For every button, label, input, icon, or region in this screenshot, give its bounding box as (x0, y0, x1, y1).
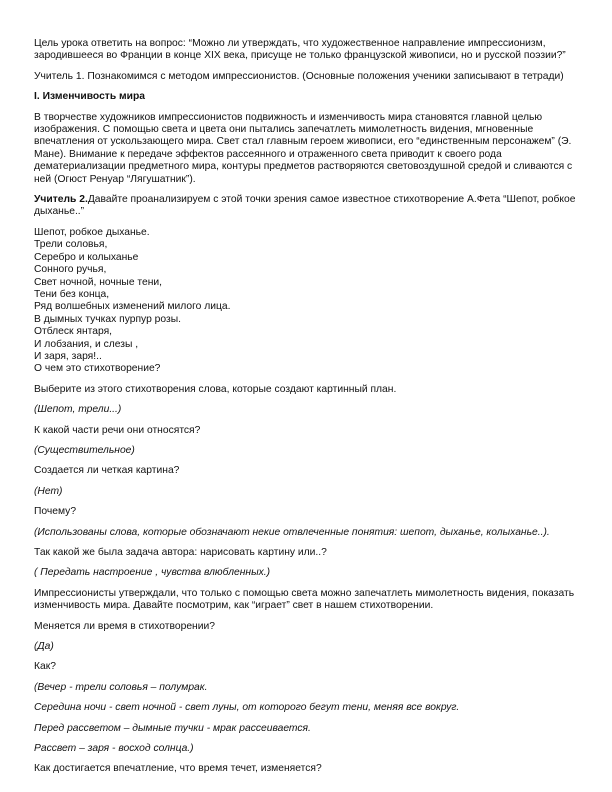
lesson-goal: Цель урока ответить на вопрос: “Можно ли утверждать, что художественное направление импрессионизм, зародившееся во Франции в конце XIX века, присуще не только французской живописи, но и русской поэзии?” (34, 38, 566, 62)
answer-line: (Шепот, трели...) (34, 404, 122, 416)
teacher2-text: Давайте проанализируем с этой точки зрения самое известное стихотворение А.Фета “Шепот, робкое дыханье..” (34, 194, 576, 218)
question-line: Меняется ли время в стихотворении? (34, 620, 215, 632)
teacher2-label: Учитель 2. (34, 194, 88, 206)
teacher2-paragraph (34, 194, 582, 219)
question-line: Почему? (34, 506, 77, 518)
answer-line: (Да) (34, 641, 54, 653)
answer-line: Середина ночи - свет ночной - свет луны, от которого бегут тени, меняя все вокруг. (34, 702, 460, 714)
poem-line: Свет ночной, ночные тени, (34, 276, 163, 288)
poem-line: Серебро и колыханье (34, 251, 139, 263)
question-line: Так какой же была задача автора: нарисовать картину или..? (34, 547, 327, 558)
poem-line: О чем это стихотворение? (34, 363, 161, 375)
poem-line: И заря, заря!.. (34, 350, 102, 362)
poem (34, 227, 582, 376)
section-heading: I. Изменчивость мира (34, 91, 145, 103)
poem-line: Отблеск янтаря, (34, 326, 113, 338)
question-line: Как достигается впечатление, что время течет, изменяется? (34, 763, 322, 775)
answer-line: (Существительное) (34, 444, 135, 456)
question-line: Импрессионисты утверждали, что только с помощью света можно запечатлеть мимолетность видения, показать изменчивость мира. Давайте посмотрим, как “играет” свет в нашем стихотворении. (34, 587, 575, 612)
teacher1-paragraph: Учитель 1. Познакомимся с методом импрессионистов. (Основные положения ученики записывают в тетради) (34, 70, 564, 82)
poem-line: Сонного ручья, (34, 264, 107, 276)
question-line: Выберите из этого стихотворения слова, которые создают картинный план. (34, 383, 397, 395)
answer-line: Перед рассветом – дымные тучки - мрак рассеивается. (34, 722, 311, 734)
answer-line: Рассвет – заря - восход солнца.) (34, 743, 194, 755)
question-line: К какой части речи они относятся? (34, 424, 201, 436)
poem-line: Ряд волшебных изменений милого лица. (34, 301, 231, 313)
poem-line: Трели соловья, (34, 239, 108, 251)
poem-line: Шепот, робкое дыханье. (34, 226, 150, 238)
question-line: Создается ли четкая картина? (34, 465, 180, 477)
answer-line: (Использованы слова, которые обозначают некие отвлеченные понятия: шепот, дыханье, колыханье..). (34, 526, 550, 538)
poem-line: В дымных тучках пурпур розы. (34, 313, 181, 325)
poem-line: Тени без конца, (34, 288, 110, 300)
answer-line: (Нет) (34, 485, 63, 497)
poem-line: И лобзания, и слезы , (34, 338, 139, 350)
question-line: Как? (34, 661, 56, 673)
section-body: В творчестве художников импрессионистов подвижность и изменчивость мира становятся главной целью изображения. С помощью света и цвета они пытались запечатлеть мимолетность видения, мгновенные впечатления от ускользающего мира. Свет стал главным героем живописи, его “единственным персонажем” (Э. Мане). Внимание к передаче эффектов рассеянного и отраженного света приводит к своего рода дематериализации предметного мира, контуры предметов растворяются световоздушной средой и сливаются с ней (Огюст Ренуар “Лягушатник”). (34, 111, 573, 185)
answer-line: (Вечер - трели соловья – полумрак. (34, 681, 208, 693)
answer-line: ( Передать настроение , чувства влюбленных.) (34, 567, 271, 579)
document-page (34, 38, 582, 784)
dialogue (34, 384, 582, 776)
